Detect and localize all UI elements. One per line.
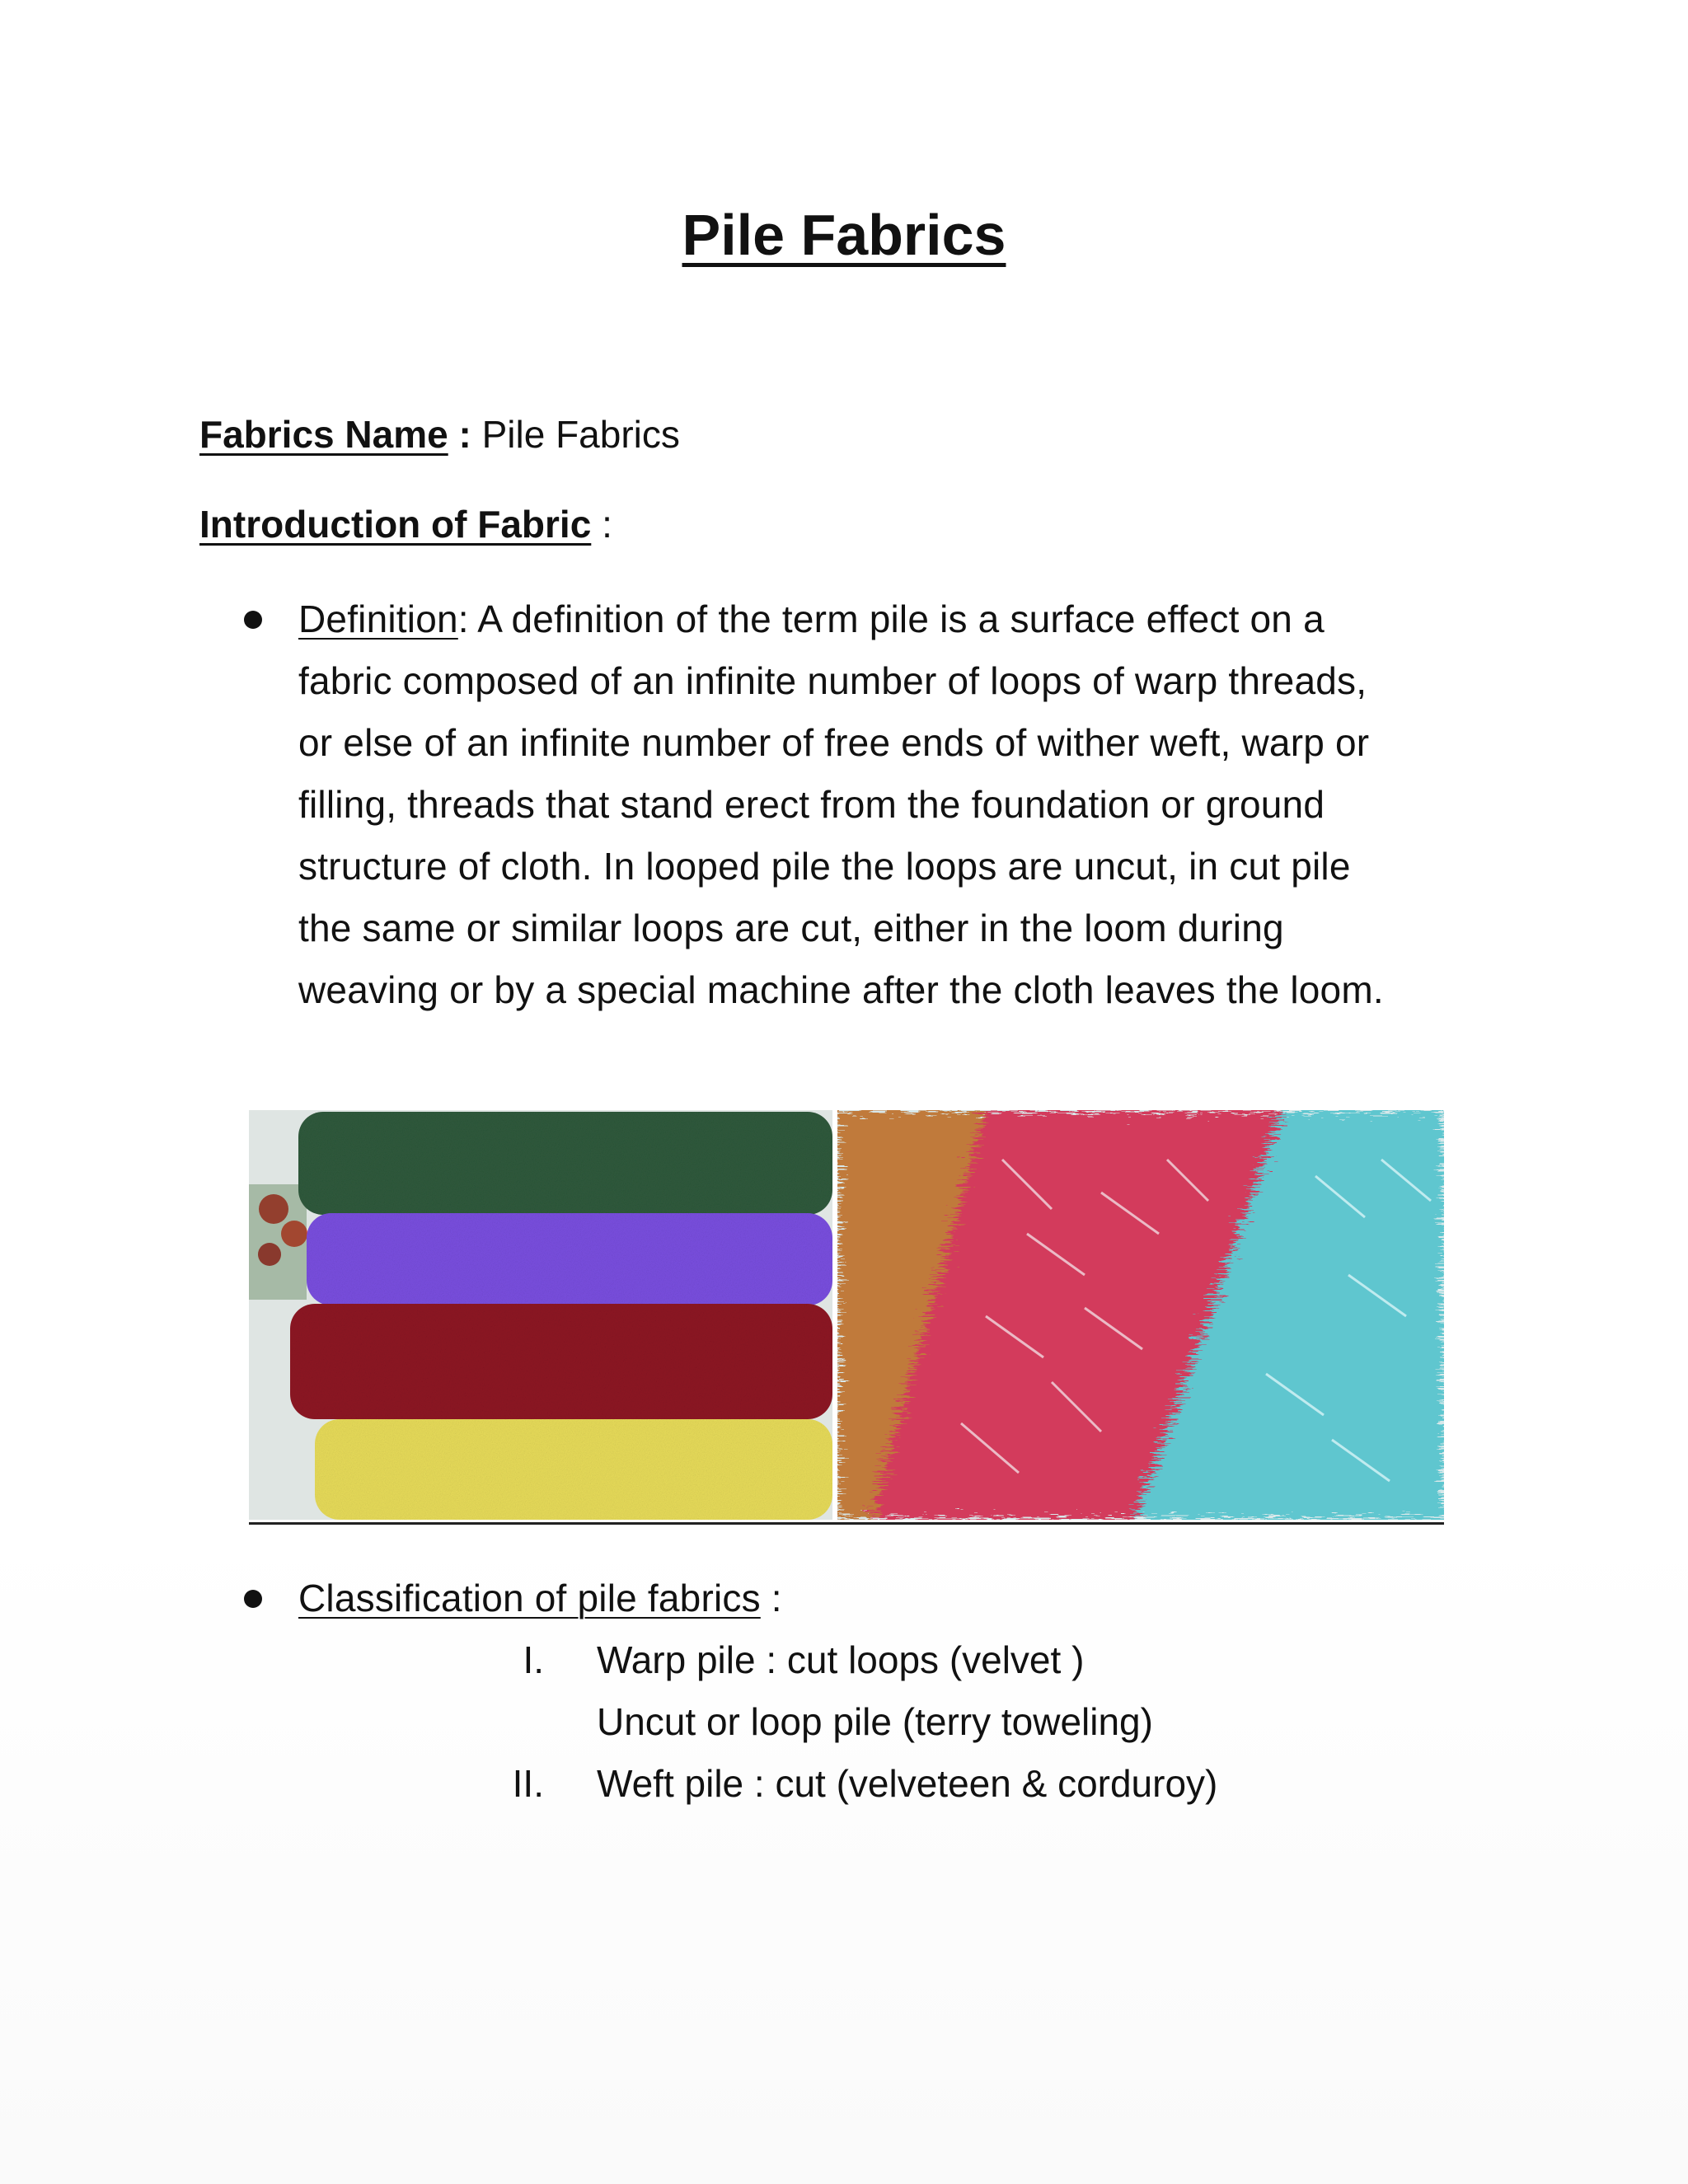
fabric-name-colon: :	[458, 413, 471, 456]
fabric-name-label: Fabrics Name	[199, 413, 448, 456]
definition-label: Definition	[298, 598, 458, 640]
classification-item-1-line-2: Uncut or loop pile (terry toweling)	[597, 1700, 1153, 1743]
maroon-towel	[290, 1304, 832, 1419]
fur-illustration	[837, 1110, 1444, 1520]
green-towel	[298, 1112, 832, 1215]
page-title: Pile Fabrics	[682, 203, 1006, 267]
classification-bullet	[244, 1590, 262, 1608]
classification-item-2-number: II.	[512, 1762, 544, 1805]
definition-line-4: filling, threads that stand erect from the foundation or ground	[298, 783, 1325, 826]
classification-item-1-number: I.	[523, 1638, 544, 1681]
introduction-line	[199, 499, 612, 549]
classification-heading	[298, 1568, 1485, 1629]
towels-illustration	[249, 1110, 832, 1520]
shaggy-fur-photo	[837, 1110, 1444, 1520]
yellow-towel	[315, 1419, 832, 1520]
classification-label: Classification of pile fabrics	[298, 1577, 761, 1619]
stacked-towels-photo	[249, 1110, 832, 1520]
definition-line-3: or else of an infinite number of free ends of wither weft, warp or	[298, 721, 1370, 764]
classification-item-2-line-1: Weft pile : cut (velveteen & corduroy)	[597, 1762, 1218, 1805]
fabric-name-value: Pile Fabrics	[481, 413, 680, 456]
definition-line-1: : A definition of the term pile is a surface effect on a	[457, 598, 1325, 640]
purple-towel	[307, 1213, 832, 1305]
definition-line-2: fabric composed of an infinite number of loops of warp threads,	[298, 659, 1367, 702]
fabric-photos	[249, 1110, 1444, 1525]
definition-line-7: weaving or by a special machine after the cloth leaves the loom.	[298, 968, 1384, 1011]
definition-paragraph	[298, 588, 1485, 1021]
classification-item-1-line-1: Warp pile : cut loops (velvet )	[597, 1638, 1085, 1681]
classification-colon: :	[771, 1577, 782, 1619]
definition-line-5: structure of cloth. In looped pile the loops are uncut, in cut pile	[298, 845, 1351, 888]
definition-bullet	[244, 611, 262, 629]
introduction-colon: :	[602, 503, 612, 546]
definition-line-6: the same or similar loops are cut, either in the loom during	[298, 907, 1284, 949]
introduction-label: Introduction of Fabric	[199, 503, 592, 546]
fabric-name-line	[199, 410, 680, 459]
